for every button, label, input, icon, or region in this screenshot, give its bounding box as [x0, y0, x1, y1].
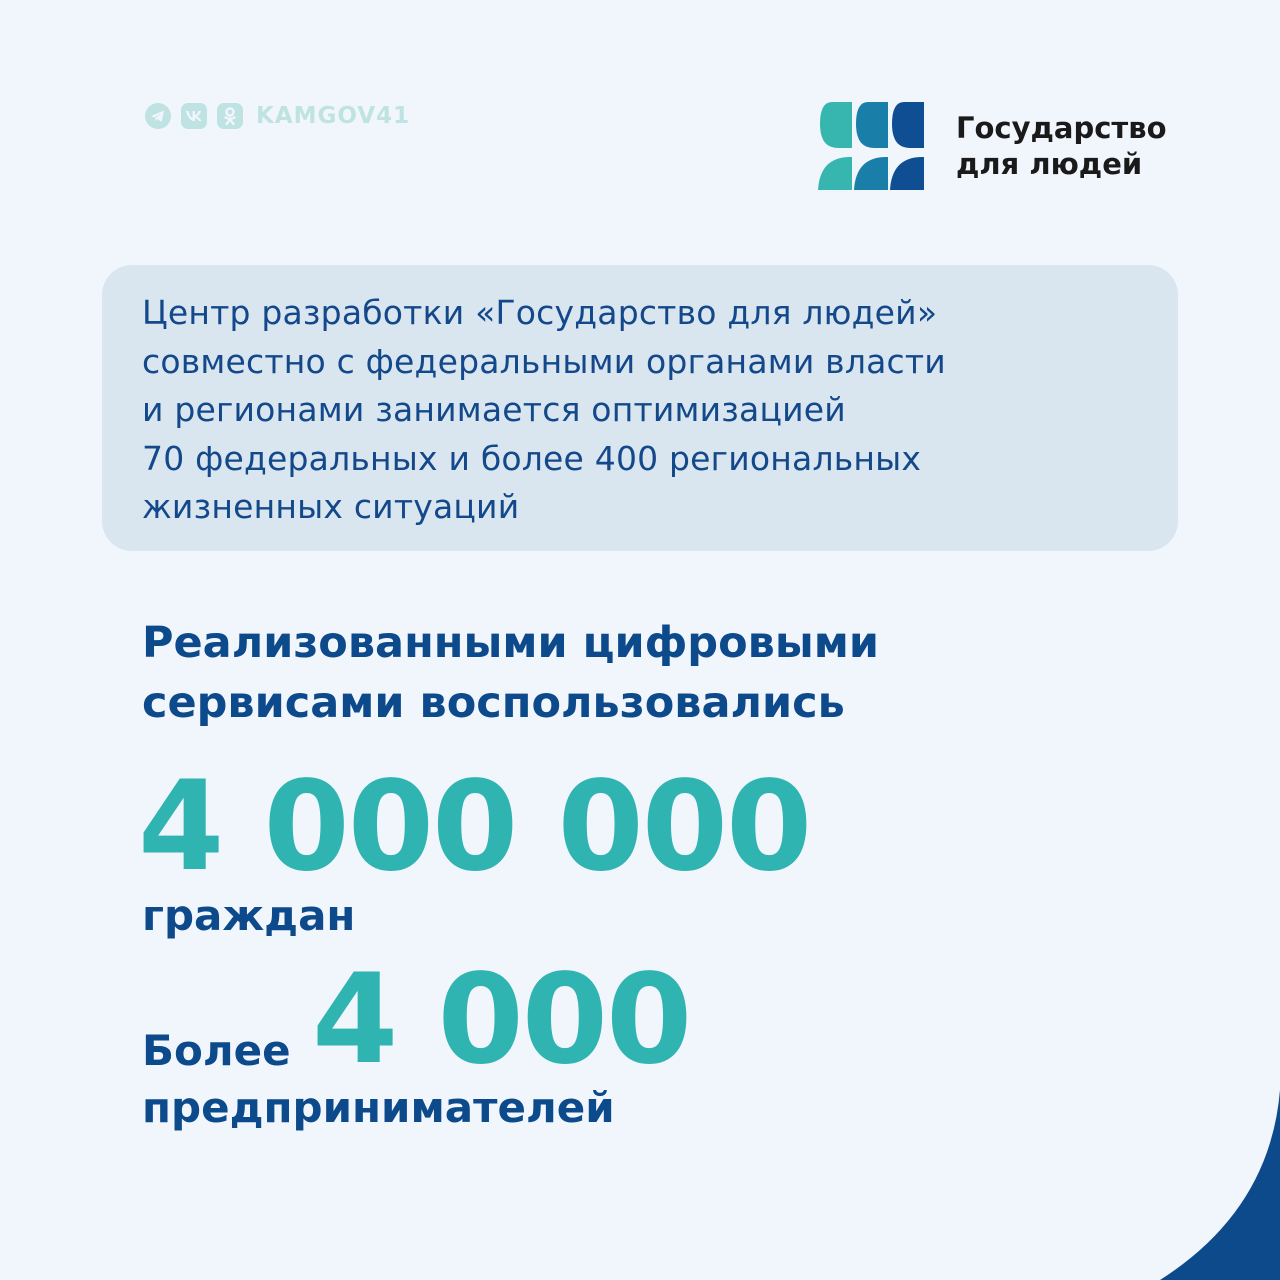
business-prefix: Более	[142, 1026, 291, 1075]
business-count: 4 000	[312, 948, 691, 1092]
social-handle[interactable]: KAMGOV41	[256, 103, 411, 129]
headline: Реализованными цифровыми сервисами воспользовались	[142, 618, 879, 728]
corner-decoration	[1160, 1090, 1280, 1280]
telegram-icon[interactable]	[144, 102, 172, 130]
brand-name: Государство для людей	[956, 111, 1167, 181]
business-label: предпринимателей	[142, 1083, 615, 1132]
brand	[818, 102, 1196, 190]
citizens-count: 4 000 000	[138, 755, 811, 899]
info-card	[102, 265, 1178, 551]
odnoklassniki-icon[interactable]	[216, 102, 244, 130]
social-links	[144, 102, 410, 130]
info-text: Центр разработки «Государство для людей» совместно с федеральными органами власти и регионами занимается оптимизацией 70 федеральных и более 400 региональных жизненных ситуаций	[142, 293, 946, 526]
citizens-label: граждан	[142, 891, 356, 940]
vk-icon[interactable]	[180, 102, 208, 130]
brand-logo-icon	[818, 102, 924, 190]
